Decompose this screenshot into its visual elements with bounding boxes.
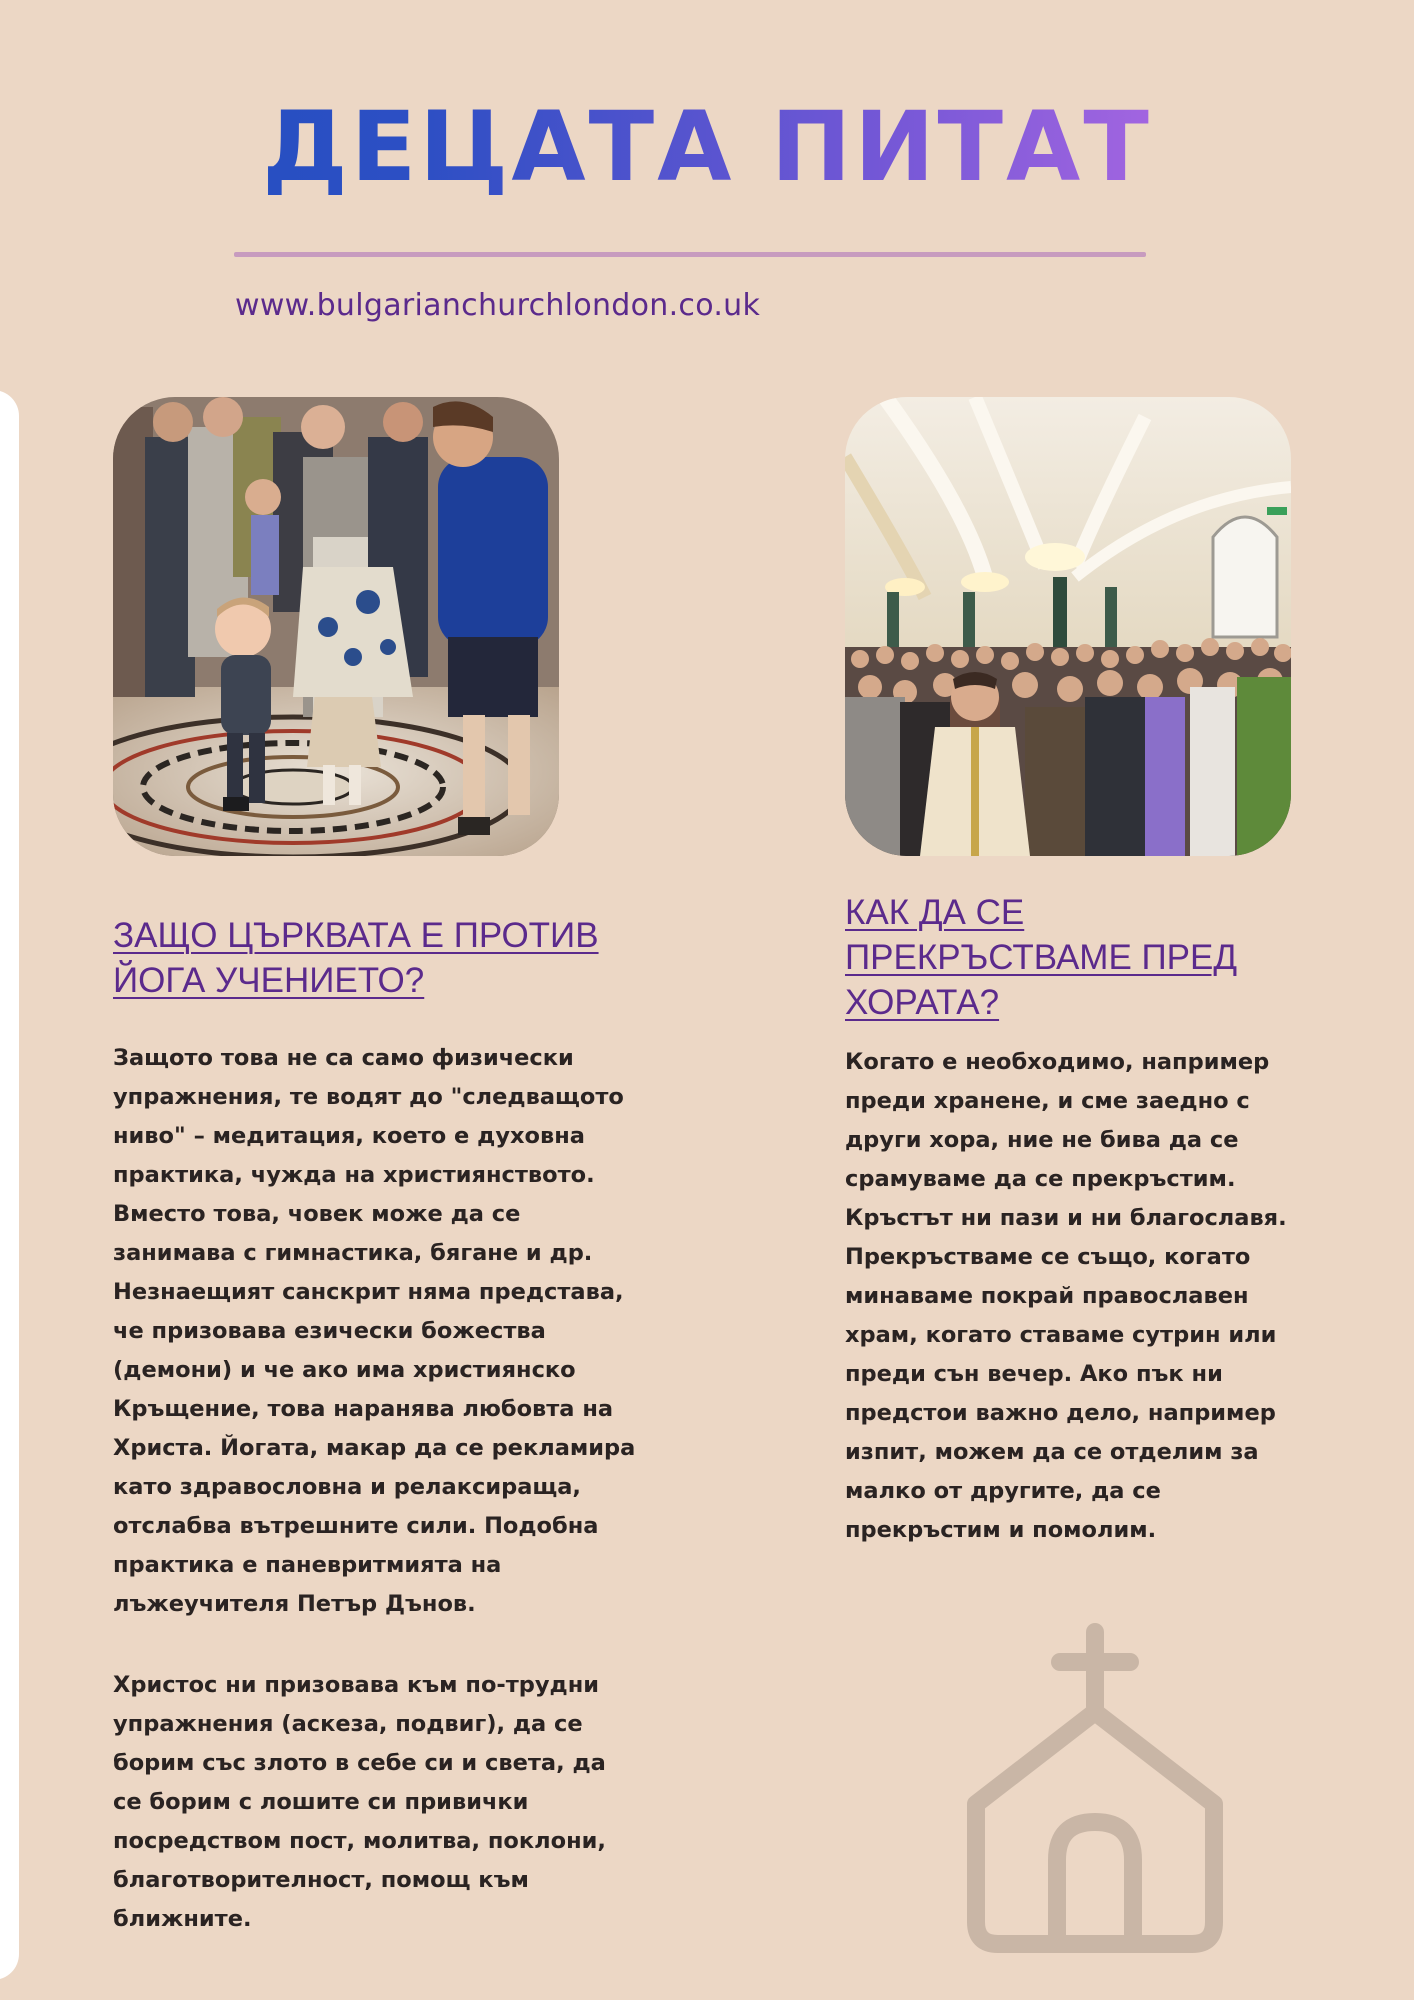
photo-children-in-church — [113, 397, 559, 856]
heading-cross-question[interactable]: КАК ДА СЕ ПРЕКРЪСТВАМЕ ПРЕД ХОРАТА? — [845, 893, 1238, 1022]
church-icon — [955, 1620, 1235, 1960]
heading-yoga-question[interactable]: ЗАЩО ЦЪРКВАТА Е ПРОТИВ ЙОГА УЧЕНИЕТО? — [113, 916, 599, 1000]
cross-answer-paragraph: Когато е необходимо, например преди хранене, и сме заедно с други хора, ние не бива да се срамуваме да се прекръстим. Кръстът ни пази и ни благославя. Прекръстваме се също, когато минаваме покрай православен храм, когато ставаме сутрин или преди сън вечер. Ако пък ни предстои важно дело, например изпит, можем да се отделим за малко от другите, да се прекръстим и помолим. — [845, 1049, 1287, 1543]
yoga-answer-paragraph-2: Христос ни призовава към по-трудни упражнения (аскеза, подвиг), да се борим със злото в себе си и света, да се борим с лошите си привички посредством пост, молитва, поклони, благотворителност, помощ към ближните. — [113, 1672, 606, 1932]
yoga-answer-paragraph-1: Защото това не са само физически упражнения, те водят до "следващото ниво" – медитация, което е духовна практика, чужда на християнството. Вместо това, човек може да се занимава с гимнастика, бягане и др. Незнаещият санскрит няма представа, че призовава езически божества (демони) и че ако има християнско Кръщение, това наранява любовта на Христа. Йогата, макар да се рекламира като здравословна и релаксираща, отслабва вътрешните сили. Подобна практика е паневритмията на лъжеучителя Петър Дънов. — [113, 1045, 636, 1617]
page-title: ДЕЦАТА ПИТАТ — [0, 92, 1414, 202]
website-link[interactable]: www.bulgarianchurchlondon.co.uk — [235, 288, 761, 323]
title-divider — [234, 252, 1146, 257]
left-edge-decoration — [0, 390, 19, 1980]
photo-congregation-in-church — [845, 397, 1291, 856]
